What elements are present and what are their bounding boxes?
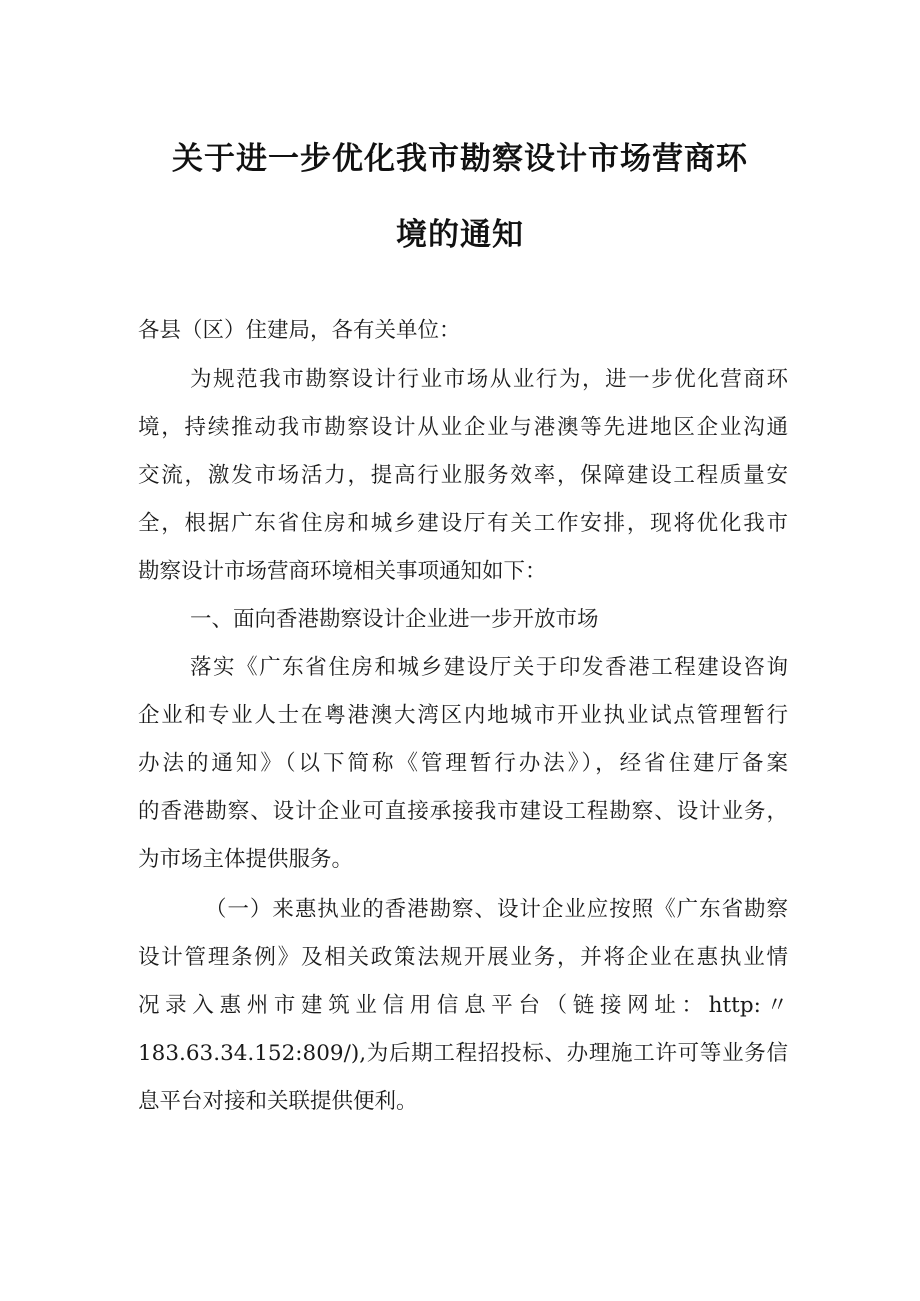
paragraph-3-line: 设计管理条例》及相关政策法规开展业务，并将企业在惠执业情 <box>138 945 788 970</box>
paragraph-3-line: 息平台对接和关联提供便利。 <box>138 1089 418 1114</box>
document-title-line-1: 关于进一步优化我市勘察设计市场营商环 <box>172 141 748 177</box>
paragraph-3-line: 183.63.34.152:809/),为后期工程招投标、办理施工许可等业务信 <box>138 1041 788 1066</box>
paragraph-1-line: 为规范我市勘察设计行业市场从业行为，进一步优化营商环 <box>190 367 788 392</box>
paragraph-2-line: 为市场主体提供服务。 <box>138 847 354 872</box>
paragraph-3-line: （一）来惠执业的香港勘察、设计企业应按照《广东省勘察 <box>205 897 788 922</box>
paragraph-1-line: 勘察设计市场营商环境相关事项通知如下： <box>138 559 547 584</box>
paragraph-3-line: 况录入惠州市建筑业信用信息平台（链接网址：http:〃 <box>138 993 788 1018</box>
paragraph-2-line: 落实《广东省住房和城乡建设厅关于印发香港工程建设咨询 <box>190 655 788 680</box>
paragraph-1-line: 全，根据广东省住房和城乡建设厅有关工作安排，现将优化我市 <box>138 511 788 536</box>
paragraph-1-line: 交流，激发市场活力，提高行业服务效率，保障建设工程质量安 <box>138 463 788 488</box>
paragraph-2-line: 的香港勘察、设计企业可直接承接我市建设工程勘察、设计业务， <box>138 799 788 824</box>
document-title-line-2: 境的通知 <box>396 217 524 253</box>
section-heading-1: 一、面向香港勘察设计企业进一步开放市场 <box>190 607 599 632</box>
salutation: 各县（区）住建局，各有关单位： <box>138 318 461 343</box>
paragraph-2-line: 企业和专业人士在粤港澳大湾区内地城市开业执业试点管理暂行 <box>138 703 788 728</box>
paragraph-1-line: 境，持续推动我市勘察设计从业企业与港澳等先进地区企业沟通 <box>138 415 788 440</box>
paragraph-2-line: 办法的通知》（以下简称《管理暂行办法》），经省住建厅备案 <box>138 751 788 776</box>
